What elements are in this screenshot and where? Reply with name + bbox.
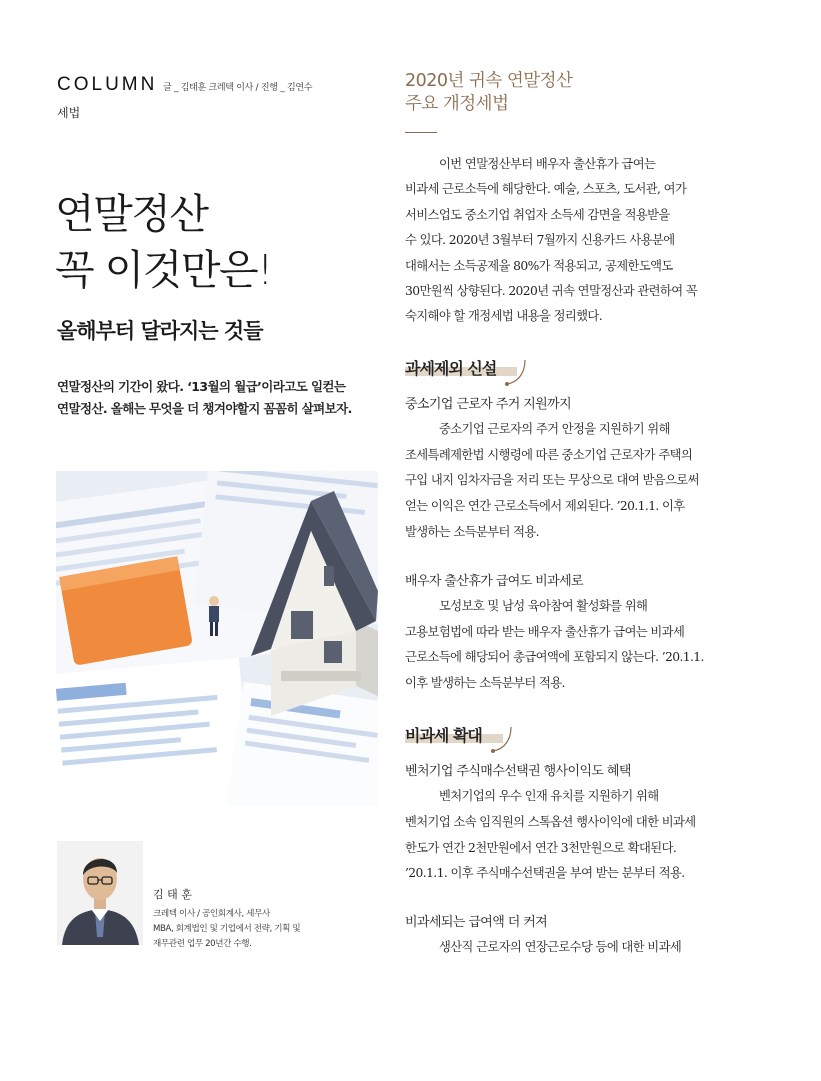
body-paragraph: [405, 935, 765, 961]
house-documents-photo: [56, 471, 378, 806]
category-label: 세법: [57, 106, 81, 120]
subheading: 배우자 출산휴가 급여도 비과세로: [405, 573, 584, 589]
author-name: 김 태 훈: [153, 888, 192, 901]
main-title-line2: 꼭 이것만은!: [55, 246, 272, 294]
article-body: [405, 70, 765, 961]
section-title-line2: 주요 개정세법: [405, 94, 509, 114]
body-line: 한도가 연간 2천만원에서 연간 3천만원으로 확대된다.: [405, 840, 677, 855]
intro-line: 30만원씩 상향된다. 2020년 귀속 연말정산과 관련하여 꼭: [405, 284, 698, 299]
body-line: 모성보호 및 남성 육아참여 활성화를 위해: [439, 598, 648, 613]
heading-tax-exclusion: [405, 356, 765, 386]
body-line: 이후 발생하는 소득분부터 적용.: [405, 676, 565, 691]
author-desc-line2: MBA, 회계법인 및 기업에서 전략, 기획 및: [153, 924, 301, 934]
body-line: 생산직 근로자의 연장근로수당 등에 대한 비과세: [439, 940, 682, 955]
author-desc-line1: 크레텍 이사 / 공인회계사, 세무사: [153, 909, 270, 919]
body-line: 벤처기업 소속 임직원의 스톡옵션 행사이익에 대한 비과세: [405, 814, 696, 829]
lead-paragraph: [57, 376, 377, 420]
section-title-line1: 2020년 귀속 연말정산: [405, 71, 573, 91]
lead-line2: 연말정산. 올해는 무엇을 더 챙겨야할지 꼼꼼히 살펴보자.: [57, 401, 352, 416]
intro-line: 서비스업도 중소기업 취업자 소득세 감면을 적용받을: [405, 207, 670, 222]
author-desc-line3: 재무관련 업무 20년간 수행.: [153, 939, 252, 949]
intro-paragraph: [405, 152, 765, 330]
section-title: [405, 70, 765, 116]
section-title-rule: [405, 132, 437, 133]
subheading: 중소기업 근로자 주거 지원까지: [405, 396, 572, 412]
body-paragraph: [405, 417, 765, 546]
body-paragraph: [405, 594, 765, 697]
body-line: 근로소득에 해당되어 총급여액에 포함되지 않는다. ’20.1.1.: [405, 650, 704, 665]
main-title: [55, 186, 272, 298]
body-line: 고용보험법에 따라 받는 배우자 출산휴가 급여는 비과세: [405, 624, 685, 639]
intro-line: 대해서는 소득공제율 80%가 적용되고, 공제한도액도: [405, 258, 673, 273]
author-description: [153, 907, 333, 952]
body-paragraph: [405, 784, 765, 887]
author-portrait: [57, 841, 143, 945]
intro-line: 비과세 근로소득에 해당한다. 예술, 스포츠, 도서관, 여가: [405, 182, 687, 197]
intro-line: 숙지해야 할 개정세법 내용을 정리했다.: [405, 309, 603, 324]
author-photo: [57, 841, 143, 945]
heading-text: 비과세 확대: [405, 726, 482, 746]
subheading: 벤처기업 주식매수선택권 행사이익도 혜택: [405, 764, 631, 780]
intro-line: 수 있다. 2020년 3월부터 7월까지 신용카드 사용분에: [405, 233, 675, 248]
subtitle: 올해부터 달라지는 것들: [57, 319, 263, 343]
byline: 글 _ 김태훈 크레텍 이사 / 진행 _ 김연수: [163, 83, 313, 93]
house-documents-illustration: [56, 471, 378, 806]
main-title-line1: 연말정산: [55, 190, 208, 238]
intro-line: 이번 연말정산부터 배우자 출산휴가 급여는: [439, 157, 656, 171]
body-line: 벤처기업의 우수 인재 유치를 지원하기 위해: [439, 789, 659, 804]
body-line: 중소기업 근로자의 주거 안정을 지원하기 위해: [439, 421, 670, 436]
body-line: 얻는 이익은 연간 근로소득에서 제외된다. ’20.1.1. 이후: [405, 499, 685, 514]
column-label: COLUMN: [57, 74, 158, 95]
body-line: 발생하는 소득분부터 적용.: [405, 525, 539, 540]
body-line: 구입 내지 임차자금을 저리 또는 무상으로 대여 받음으로써: [405, 473, 699, 488]
body-line: ’20.1.1. 이후 주식매수선택권을 부여 받는 분부터 적용.: [405, 866, 685, 881]
body-line: 조세특례제한법 시행령에 따른 중소기업 근로자가 주택의: [405, 447, 693, 462]
lead-line1: 연말정산의 기간이 왔다. ‘13월의 월급’이라고도 일컫는: [57, 379, 346, 394]
heading-text: 과세제외 신설: [405, 358, 497, 378]
subheading: 비과세되는 급여액 더 커져: [405, 915, 548, 931]
heading-nontax-expansion: [405, 723, 765, 753]
